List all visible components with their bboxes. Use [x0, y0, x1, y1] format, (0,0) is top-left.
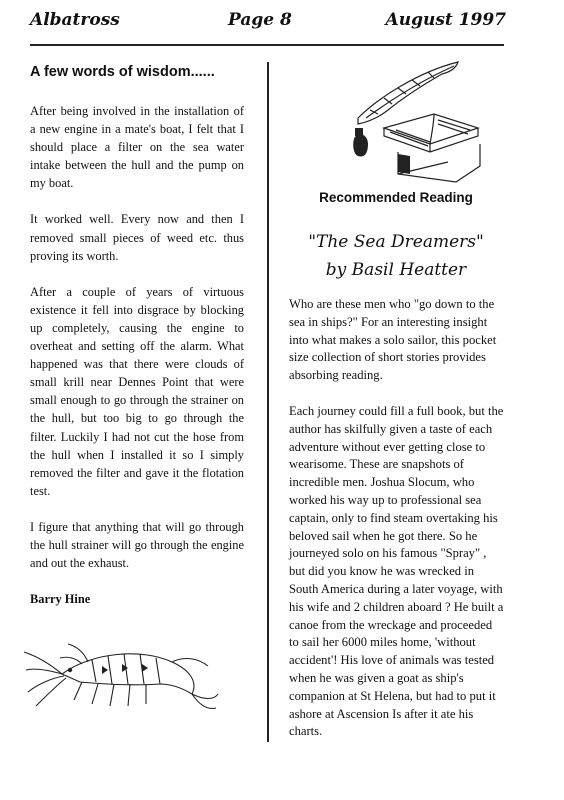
- page-number: Page 8: [228, 10, 292, 30]
- review-column: [289, 296, 505, 759]
- article-paragraph: After a couple of years of virtuous existence it fell into disgrace by blocking up completely, causing the engine to overheat and setting off the alarm. What happened was that there were clouds of small krill near Dennes Point that were small enough to go through the strainer on the hull, but too big to go through the filter. Luckily I had not cut the hose from the hull when I installed it so I simply removed the filter and gave it the flotation test.: [30, 284, 244, 498]
- article-paragraph: It worked well. Every now and then I removed small pieces of weed etc. thus proving its worth.: [30, 212, 244, 263]
- article-title: A few words of wisdom......: [30, 64, 215, 80]
- shrimp-icon: [22, 634, 222, 714]
- article-author: Barry Hine: [30, 592, 91, 607]
- issue-date: August 1997: [385, 10, 506, 30]
- book-title: "The Sea Dreamers": [308, 232, 484, 252]
- review-heading: Recommended Reading: [319, 190, 473, 205]
- review-paragraph: Who are these men who "go down to the sea in ships?" For an interesting insight into what makes a solo sailor, this pocket size collection of short stories provides absorbing reading.: [289, 297, 497, 383]
- newsletter-name: Albatross: [30, 10, 120, 30]
- book-title-block: [289, 228, 503, 284]
- column-divider: [267, 62, 269, 742]
- book-author: by Basil Heatter: [325, 260, 467, 280]
- article-paragraph: I figure that anything that will go through the hull strainer will go through the engine and out the exhaust.: [30, 519, 244, 571]
- book-quill-icon: [338, 58, 488, 186]
- article-column: [30, 62, 244, 626]
- review-paragraph: Each journey could fill a full book, but the author has skilfully given a taste of each adventure without ever getting close to wearisome. These are snapshots of incredible men. Joshua Slocum, who worked his way up to professional sea captain, only to find steam overtaking his beloved sail when he got there. So he journeyed solo on his famous "Spray" , but did you know he was wrecked in South America during a later voyage, with his wife and 2 children aboard ? He built a canoe from the wreckage and proceeded to sail her 6000 miles home, 'without accident'! His love of animals was tested when he was given a goat as ship's companion at St Helena, but had to put it ashore at Ascension Is after it ate his charts.: [289, 403, 504, 739]
- article-paragraph: After being involved in the installation of a new engine in a mate's boat, I felt that I should place a filter on the sea water intake between the hull and the pump on my boat.: [30, 104, 244, 191]
- page-header: [30, 6, 506, 36]
- header-rule: [30, 44, 504, 46]
